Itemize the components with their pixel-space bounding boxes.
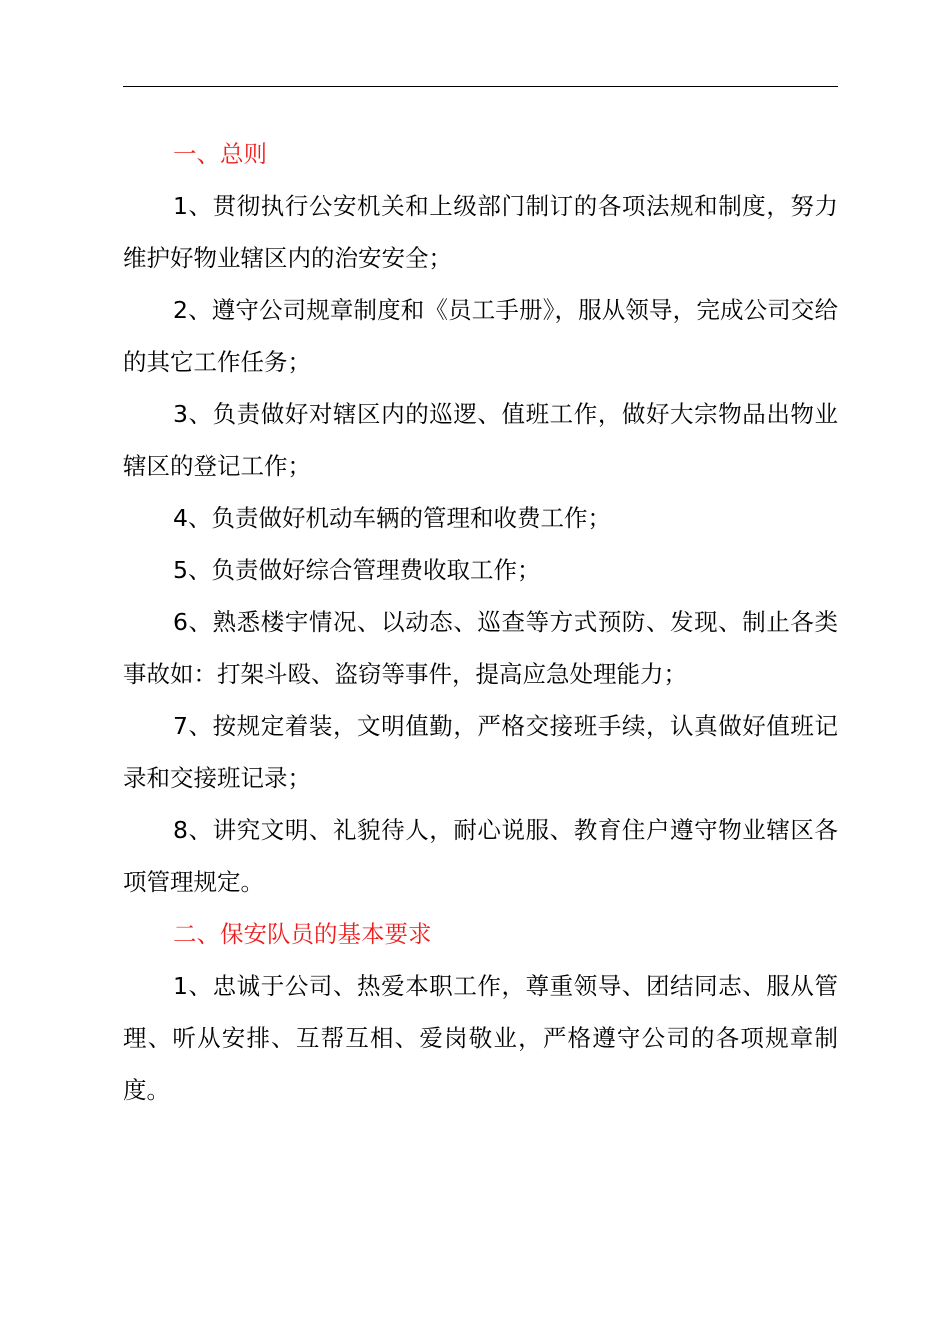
clause-paragraph: 7、按规定着装，文明值勤，严格交接班手续，认真做好值班记录和交接班记录； xyxy=(123,712,838,792)
clause-paragraph: 8、讲究文明、礼貌待人，耐心说服、教育住户遵守物业辖区各项管理规定。 xyxy=(123,816,838,896)
clause-paragraph: 3、负责做好对辖区内的巡逻、值班工作，做好大宗物品出物业辖区的登记工作； xyxy=(123,400,838,480)
section-basic-requirements xyxy=(123,908,838,1116)
document-body xyxy=(123,128,838,1116)
clause-paragraph: 4、负责做好机动车辆的管理和收费工作； xyxy=(173,504,611,532)
clause-paragraph: 1、贯彻执行公安机关和上级部门制订的各项法规和制度，努力维护好物业辖区内的治安安全； xyxy=(123,192,838,272)
clause-paragraph: 2、遵守公司规章制度和《员工手册》，服从领导，完成公司交给的其它工作任务； xyxy=(123,296,838,376)
clause-paragraph: 6、熟悉楼宇情况、以动态、巡查等方式预防、发现、制止各类事故如：打架斗殴、盗窃等事件，提高应急处理能力； xyxy=(123,608,838,688)
section-heading: 二、保安队员的基本要求 xyxy=(173,920,432,948)
clause-paragraph: 5、负责做好综合管理费收取工作； xyxy=(173,556,541,584)
section-general xyxy=(123,128,838,908)
clause-paragraph: 1、忠诚于公司、热爱本职工作，尊重领导、团结同志、服从管理、听从安排、互帮互相、爱岗敬业，严格遵守公司的各项规章制度。 xyxy=(123,972,838,1104)
section-heading: 一、总则 xyxy=(173,140,267,168)
header-rule xyxy=(123,86,838,87)
